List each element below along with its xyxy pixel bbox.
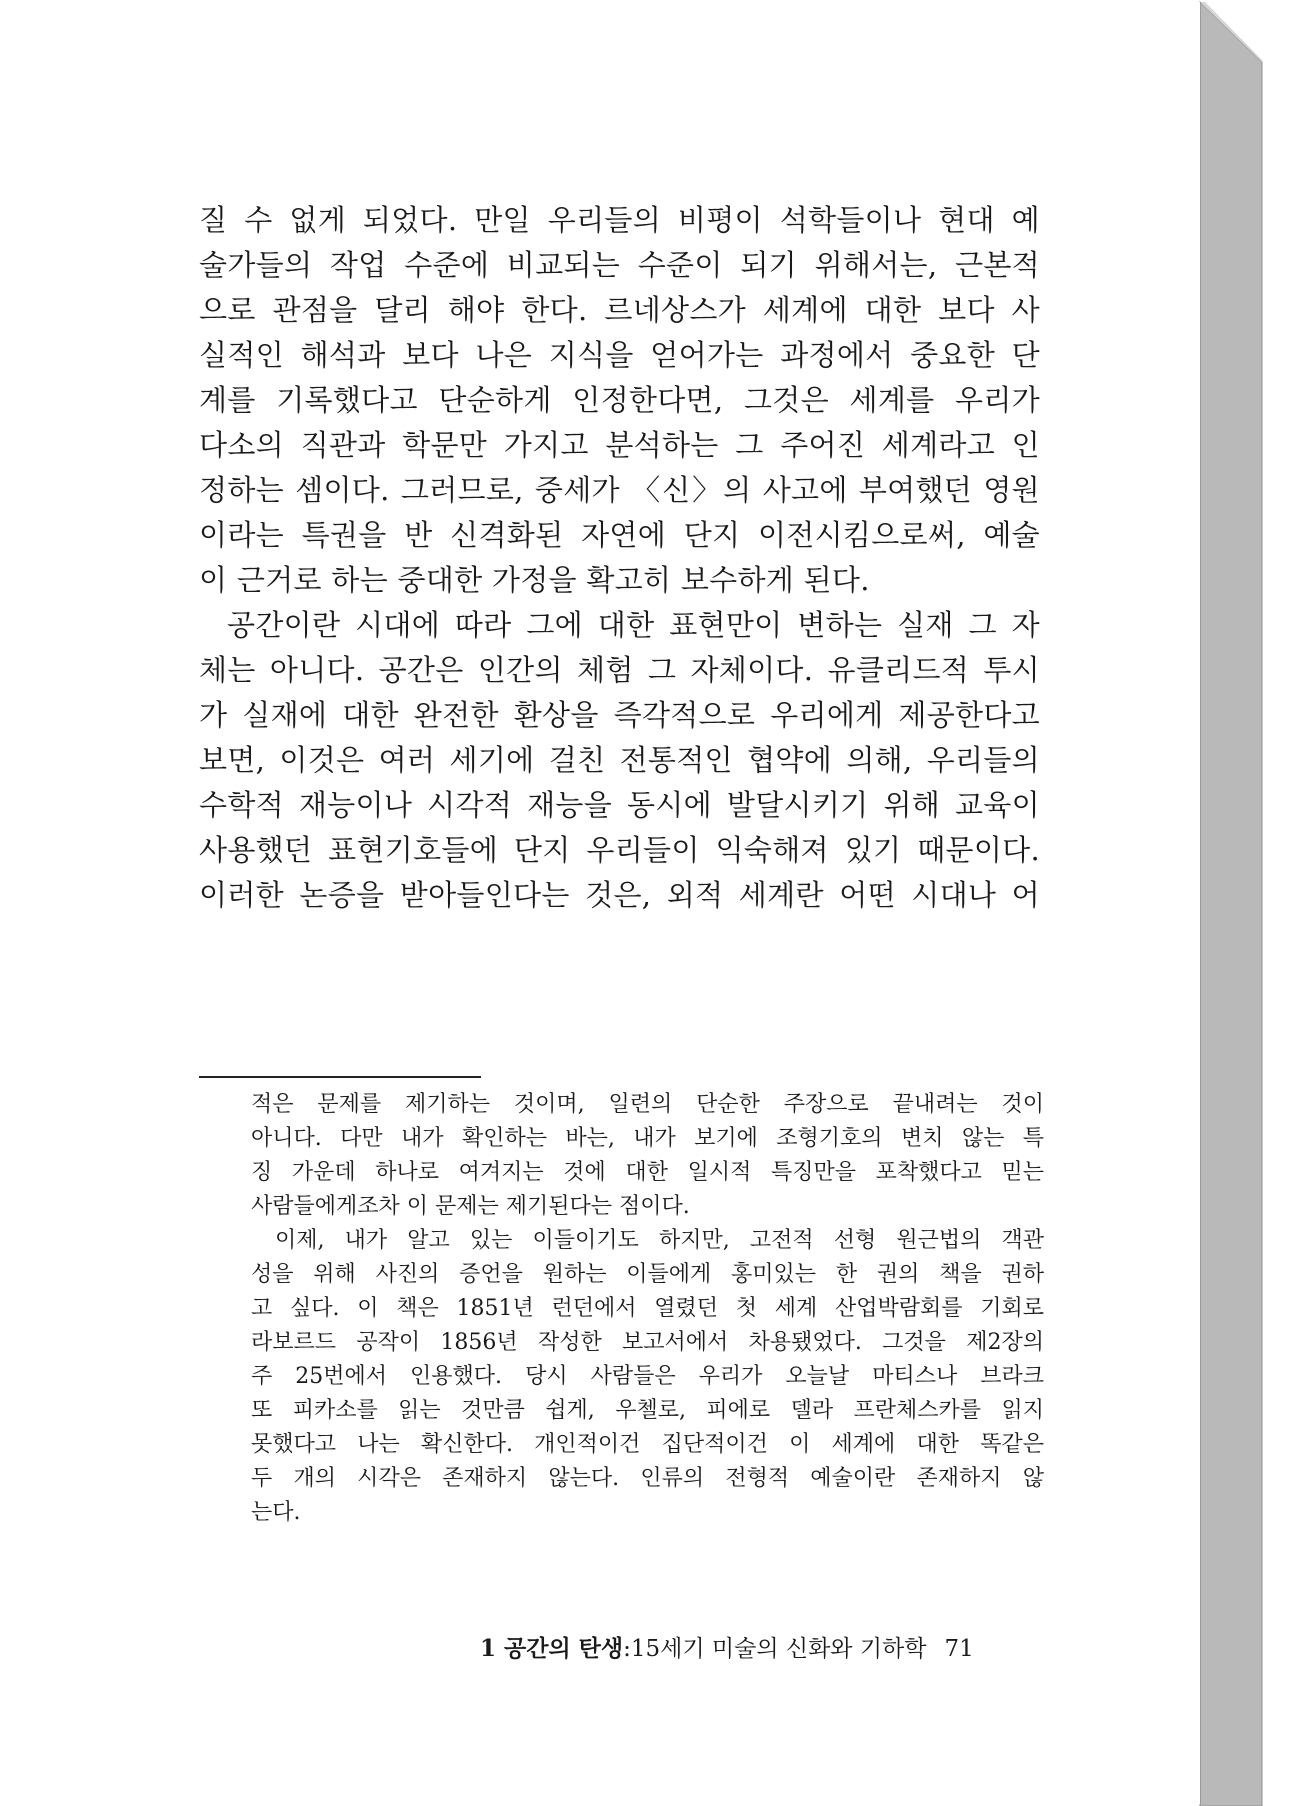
body-text-line: 정하는 셈이다. 그러므로, 중세가 〈신〉의 사고에 부여했던 영원 <box>199 473 1040 507</box>
footnote-line: 적은 문제를 제기하는 것이며, 일련의 단순한 주장으로 끝내려는 것이 <box>251 1092 1044 1117</box>
body-text-line: 보면, 이것은 여러 세기에 걸친 전통적인 협약에 의해, 우리들의 <box>199 743 1040 777</box>
footnote-line: 주 25번에서 인용했다. 당시 사람들은 우리가 오늘날 마티스나 브라크 <box>251 1364 1044 1389</box>
body-text-line: 실적인 해석과 보다 나은 지식을 얻어가는 과정에서 중요한 단 <box>199 338 1040 372</box>
book-page <box>2 2 1201 1804</box>
body-text-line: 공간이란 시대에 따라 그에 대한 표현만이 변하는 실재 그 자 <box>227 608 1040 642</box>
body-text-line: 다소의 직관과 학문만 가지고 분석하는 그 주어진 세계라고 인 <box>199 428 1040 462</box>
footnote-line: 라보르드 공작이 1856년 작성한 보고서에서 차용됐었다. 그것을 제2장의 <box>251 1330 1044 1355</box>
body-text-line: 술가들의 작업 수준에 비교되는 수준이 되기 위해서는, 근본적 <box>199 248 1040 282</box>
footnote-line: 징 가운데 하나로 여겨지는 것에 대한 일시적 특징만을 포착했다고 믿는 <box>251 1160 1044 1185</box>
body-text-line: 계를 기록했다고 단순하게 인정한다면, 그것은 세계를 우리가 <box>199 383 1040 417</box>
footnote-line: 두 개의 시각은 존재하지 않는다. 인류의 전형적 예술이란 존재하지 않 <box>251 1466 1044 1491</box>
chapter-subtitle: :15세기 미술의 신화와 기하학 <box>623 1636 927 1662</box>
footnote-line: 사람들에게조차 이 문제는 제기된다는 점이다. <box>251 1194 690 1219</box>
footnote-line: 고 싶다. 이 책은 1851년 런던에서 열렸던 첫 세계 산업박람회를 기회로 <box>251 1296 1044 1321</box>
chapter-title: 공간의 탄생 <box>504 1635 624 1662</box>
body-text-line: 가 실재에 대한 완전한 환상을 즉각적으로 우리에게 제공한다고 <box>199 698 1040 732</box>
body-text-line: 으로 관점을 달리 해야 한다. 르네상스가 세계에 대한 보다 사 <box>199 293 1040 327</box>
footnote-line: 이제, 내가 알고 있는 이들이기도 하지만, 고전적 선형 원근법의 객관 <box>275 1228 1044 1253</box>
body-text-line: 질 수 없게 되었다. 만일 우리들의 비평이 석학들이나 현대 예 <box>199 203 1040 237</box>
body-text-line: 이러한 논증을 받아들인다는 것은, 외적 세계란 어떤 시대나 어 <box>199 878 1040 912</box>
main-text <box>199 198 1040 918</box>
footnote-line: 성을 위해 사진의 증언을 원하는 이들에게 홍미있는 한 권의 책을 권하 <box>251 1262 1044 1287</box>
footnote-divider <box>199 1076 481 1078</box>
chapter-number: 1 <box>480 1635 497 1662</box>
book-side-face <box>1200 2 1262 1806</box>
body-text-line: 이라는 특권을 반 신격화된 자연에 단지 이전시킴으로써, 예술 <box>199 518 1040 552</box>
body-text-line: 이 근거로 하는 중대한 가정을 확고히 보수하게 된다. <box>199 563 870 597</box>
footnote-line: 또 피카소를 읽는 것만큼 쉽게, 우첼로, 피에로 델라 프란체스카를 읽지 <box>251 1398 1044 1423</box>
page-number: 71 <box>944 1636 974 1662</box>
body-text-line: 체는 아니다. 공간은 인간의 체험 그 자체이다. 유클리드적 투시 <box>199 653 1040 687</box>
footnote-line: 아니다. 다만 내가 확인하는 바는, 내가 보기에 조형기호의 변치 않는 특 <box>251 1126 1044 1151</box>
body-text-line: 수학적 재능이나 시각적 재능을 동시에 발달시키기 위해 교육이 <box>199 788 1040 822</box>
footnote-text <box>251 1088 1044 1530</box>
footnote-line: 못했다고 나는 확신한다. 개인적이건 집단적이건 이 세계에 대한 똑같은 <box>251 1432 1044 1457</box>
running-footer <box>480 1630 974 1663</box>
body-text-line: 사용했던 표현기호들에 단지 우리들이 익숙해져 있기 때문이다. <box>199 833 1040 867</box>
footnote-line: 는다. <box>251 1500 301 1525</box>
